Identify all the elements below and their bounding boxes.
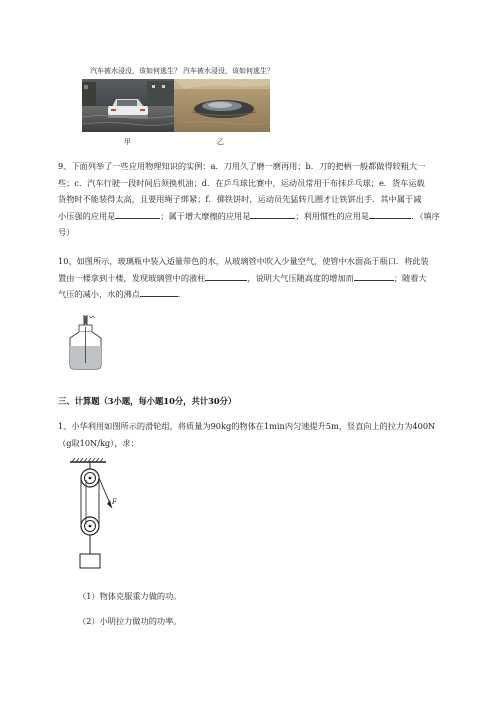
answer-blank[interactable] [354, 271, 394, 281]
question-10 [58, 253, 498, 303]
pulley-system-figure [64, 458, 124, 573]
answer-blank[interactable] [250, 209, 295, 219]
q9-line-4-c: ；利用惯性的应用是 [295, 210, 370, 221]
q9-line-4-d: ．（填序 [411, 210, 440, 221]
q9-line-5: 号） [58, 227, 75, 237]
left-image-caption: 汽车被水浸没，该如何逃生？ [90, 67, 181, 75]
sub-question-2: （2）小明拉力做功的功率。 [78, 616, 182, 626]
answer-blank[interactable] [369, 209, 411, 219]
q9-line-4-b: ；属于增大摩擦的应用是 [160, 210, 251, 221]
q10-line-2-a: 置由一楼拿到十楼，发现玻璃管中的液柱 [58, 272, 206, 283]
answer-blank[interactable] [205, 271, 247, 281]
section-3-heading: 三、计算题（3小题，每小题10分，共计30分） [58, 396, 237, 406]
q9-line-2: 些；c．汽车行驶一段时间后须换机油；d．在乒乓球比赛中，运动员常用干布抹乒乓球；e．货车运载 [58, 177, 425, 188]
q10-line-1: 10、如图所示，玻璃瓶中装入适量带色的水，从玻璃管中吹入少量空气，使管中水面高于瓶口．将此装 [58, 256, 429, 266]
problem-1 [58, 418, 498, 451]
right-image-caption: 汽车被水浸没，该如何逃生？ [183, 67, 274, 75]
q10-line-3 [58, 286, 498, 303]
answer-blank[interactable] [140, 287, 178, 297]
q9-line-4 [58, 208, 498, 225]
p1-line-2: （g取10N/kg），求： [58, 437, 139, 448]
q10-line-3-a: 气压的减小，水的沸点 [58, 289, 140, 299]
glass-bottle-figure [60, 313, 110, 373]
q10-line-3-b: ． [177, 289, 187, 299]
q10-line-2-c: ；随着大 [393, 272, 427, 283]
right-image-label: 乙 [217, 138, 224, 146]
force-label-f: F [112, 498, 117, 506]
flooded-car-photo-right [174, 79, 270, 132]
left-image-label: 甲 [124, 138, 131, 146]
q10-line-2-b: ，说明大气压随高度的增加而 [247, 272, 354, 283]
flooded-car-photo-left [82, 79, 174, 132]
q9-line-4-a: 小压强的应用是 [58, 210, 116, 221]
q9-line-3: 货物时不能装得太高，且要用绳子绑紧；f．掷铁饼时，运动员先猛转几圈才让铁饼出手．其中属于减 [58, 194, 422, 204]
answer-blank[interactable] [115, 209, 160, 219]
p1-line-1: 1、小华利用如图所示的滑轮组，将质量为90kg的物体在1min内匀速提升5m，竖直向上的拉力为400N [58, 421, 436, 431]
q10-line-2 [58, 270, 498, 287]
sub-question-1: （1）物体克服重力做的功。 [78, 591, 182, 601]
q9-line-1: 9、下面列举了一些应用物理知识的实例：a．刀用久了磨一磨再用；b．刀的把柄一般都做得较粗大一 [58, 161, 426, 171]
question-9 [58, 158, 498, 241]
